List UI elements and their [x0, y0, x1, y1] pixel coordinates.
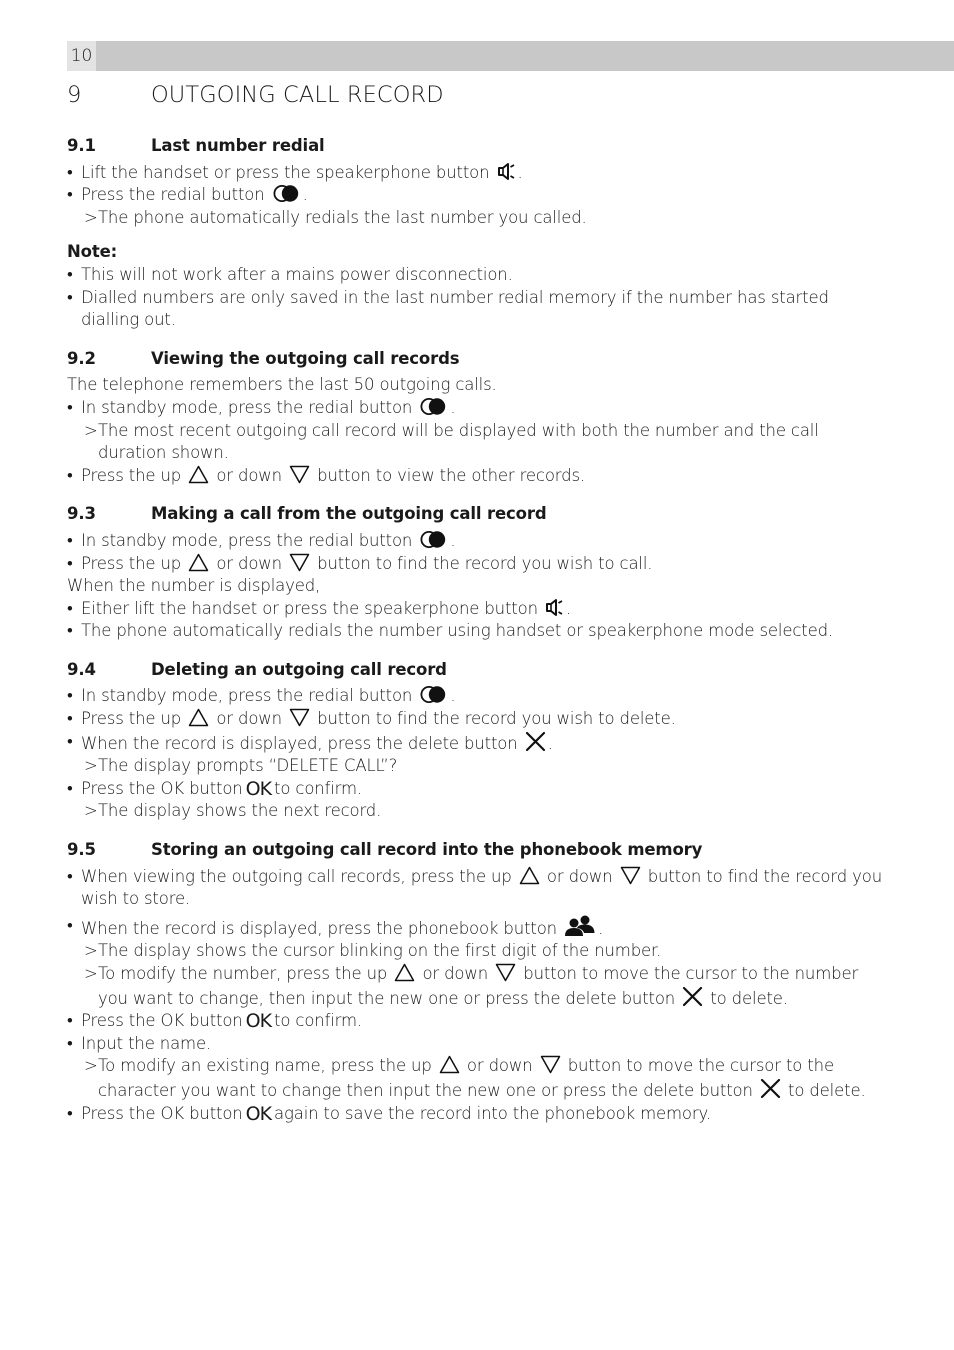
redial-icon	[272, 184, 301, 203]
list-item	[67, 778, 889, 801]
list-item	[67, 866, 889, 911]
list-item	[67, 530, 889, 553]
list-item	[67, 1010, 889, 1033]
section-number: 9.3	[67, 504, 96, 524]
text: to delete.	[788, 1080, 866, 1100]
list-item	[67, 915, 889, 941]
paragraph: When the number is displayed,	[67, 576, 321, 596]
list-item	[67, 162, 889, 185]
redial-icon	[419, 397, 448, 416]
section-number: 9.1	[67, 136, 96, 155]
speakerphone-icon	[497, 162, 516, 181]
text: Press the up	[81, 465, 182, 485]
up-arrow-icon	[394, 963, 415, 982]
up-arrow-icon	[439, 1055, 460, 1074]
section-heading	[67, 503, 889, 526]
chapter-number: 9	[67, 82, 82, 108]
text: button to view the other records.	[317, 465, 586, 485]
down-arrow-icon	[289, 553, 310, 572]
text: button to find the record you wish to delete.	[317, 709, 676, 729]
redial-icon	[419, 685, 448, 704]
text: or down	[546, 866, 613, 886]
redial-icon	[419, 530, 448, 549]
section-storing-record	[67, 839, 889, 1125]
result-item: > The display prompts “DELETE CALL”?	[67, 755, 889, 778]
list-item: • The phone automatically redials the number using handset or speakerphone mode selected.	[67, 620, 889, 643]
ok-icon: OK	[245, 1102, 272, 1125]
speakerphone-icon	[545, 598, 564, 617]
list-item	[67, 465, 889, 488]
page-number: 10	[67, 41, 96, 71]
result-item: > The phone automatically redials the last number you called.	[67, 207, 889, 230]
result-item: > The display shows the next record.	[67, 800, 889, 823]
section-heading	[67, 839, 889, 862]
chapter-heading	[67, 82, 444, 108]
text: button to find the record you wish to call.	[317, 553, 653, 573]
section-number: 9.5	[67, 840, 96, 860]
section-number: 9.2	[67, 348, 96, 368]
text: button to find the record you wish to store.	[81, 866, 883, 909]
down-arrow-icon	[620, 866, 641, 885]
text: button to move the cursor to the number you want to change, then input the new one or press the delete button	[98, 964, 859, 1008]
section-heading	[67, 659, 889, 682]
down-arrow-icon	[495, 963, 516, 982]
text: .	[450, 530, 456, 550]
text: .	[547, 733, 553, 753]
note-heading: Note:	[67, 242, 118, 262]
text: In standby mode, press the redial button	[81, 530, 413, 550]
section-last-number-redial	[67, 135, 889, 332]
text: again to save the record into the phonebook memory.	[274, 1103, 711, 1123]
up-arrow-icon	[188, 465, 209, 484]
result-item: > The most recent outgoing call record will be displayed with both the number and the call duration shown.	[67, 420, 889, 465]
phonebook-icon	[564, 915, 596, 937]
text: .	[517, 162, 523, 182]
ok-icon: OK	[245, 777, 272, 800]
down-arrow-icon	[289, 708, 310, 727]
list-item: • This will not work after a mains power disconnection.	[67, 264, 889, 287]
text: .	[598, 918, 604, 938]
delete-icon	[760, 1078, 781, 1099]
text: When the record is displayed, press the phonebook button	[81, 918, 557, 938]
text: or down	[422, 964, 489, 983]
text: Press the redial button	[81, 185, 265, 205]
text: To modify the number, press the up	[98, 964, 388, 983]
document-body	[67, 135, 889, 1141]
text: Lift the handset or press the speakerphone button	[81, 162, 490, 182]
section-heading	[67, 135, 889, 158]
text: When the record is displayed, press the delete button	[81, 733, 518, 753]
text: button to move the cursor to the character you want to change then input the new one or press the delete button	[98, 1056, 834, 1100]
section-viewing-records	[67, 348, 889, 488]
page-header-bar	[67, 41, 954, 71]
list-item: • Dialled numbers are only saved in the last number redial memory if the number has started dialling out.	[67, 287, 889, 332]
down-arrow-icon	[289, 465, 310, 484]
text: Press the OK button	[81, 1103, 243, 1123]
section-title: Making a call from the outgoing call record	[151, 504, 547, 524]
text: Press the up	[81, 709, 182, 729]
up-arrow-icon	[519, 866, 540, 885]
section-number: 9.4	[67, 659, 96, 679]
list-item	[67, 708, 889, 731]
list-item: • Input the name.	[67, 1033, 889, 1056]
section-making-call	[67, 503, 889, 643]
text: or down	[216, 465, 282, 485]
text: or down	[216, 709, 282, 729]
text: Press the OK button	[81, 778, 243, 798]
list-item	[67, 184, 889, 207]
up-arrow-icon	[188, 708, 209, 727]
text: to confirm.	[274, 1011, 363, 1031]
ok-icon: OK	[245, 1010, 272, 1033]
list-item	[67, 731, 889, 756]
section-title: Viewing the outgoing call records	[151, 348, 460, 368]
text: .	[565, 598, 572, 618]
text: to confirm.	[274, 778, 363, 798]
up-arrow-icon	[188, 553, 209, 572]
text: In standby mode, press the redial button	[81, 686, 413, 706]
result-item	[67, 1055, 889, 1102]
text: .	[450, 686, 456, 706]
list-item	[67, 685, 889, 708]
section-title: Last number redial	[151, 136, 325, 155]
paragraph: The telephone remembers the last 50 outgoing calls.	[67, 375, 497, 395]
delete-icon	[682, 986, 703, 1007]
text: To modify an existing name, press the up	[98, 1056, 432, 1076]
text: .	[302, 185, 308, 205]
text: to delete.	[710, 988, 788, 1008]
result-item: > The display shows the cursor blinking on the first digit of the number.	[67, 940, 889, 963]
section-deleting-record	[67, 659, 889, 823]
list-item	[67, 397, 889, 420]
text: Press the up	[81, 553, 182, 573]
list-item	[67, 1103, 889, 1126]
section-title: Storing an outgoing call record into the phonebook memory	[151, 840, 703, 860]
section-title: Deleting an outgoing call record	[151, 659, 447, 679]
text: or down	[466, 1056, 533, 1076]
text: Press the OK button	[81, 1011, 243, 1031]
delete-icon	[525, 731, 546, 752]
text: Either lift the handset or press the speakerphone button	[81, 598, 538, 618]
list-item	[67, 553, 889, 576]
list-item	[67, 598, 889, 621]
text: or down	[216, 553, 282, 573]
down-arrow-icon	[540, 1055, 561, 1074]
section-heading	[67, 348, 889, 371]
chapter-title: OUTGOING CALL RECORD	[151, 82, 444, 108]
result-item	[67, 963, 889, 1010]
text: When viewing the outgoing call records, press the up	[81, 866, 512, 886]
text: .	[450, 397, 456, 417]
text: In standby mode, press the redial button	[81, 397, 413, 417]
